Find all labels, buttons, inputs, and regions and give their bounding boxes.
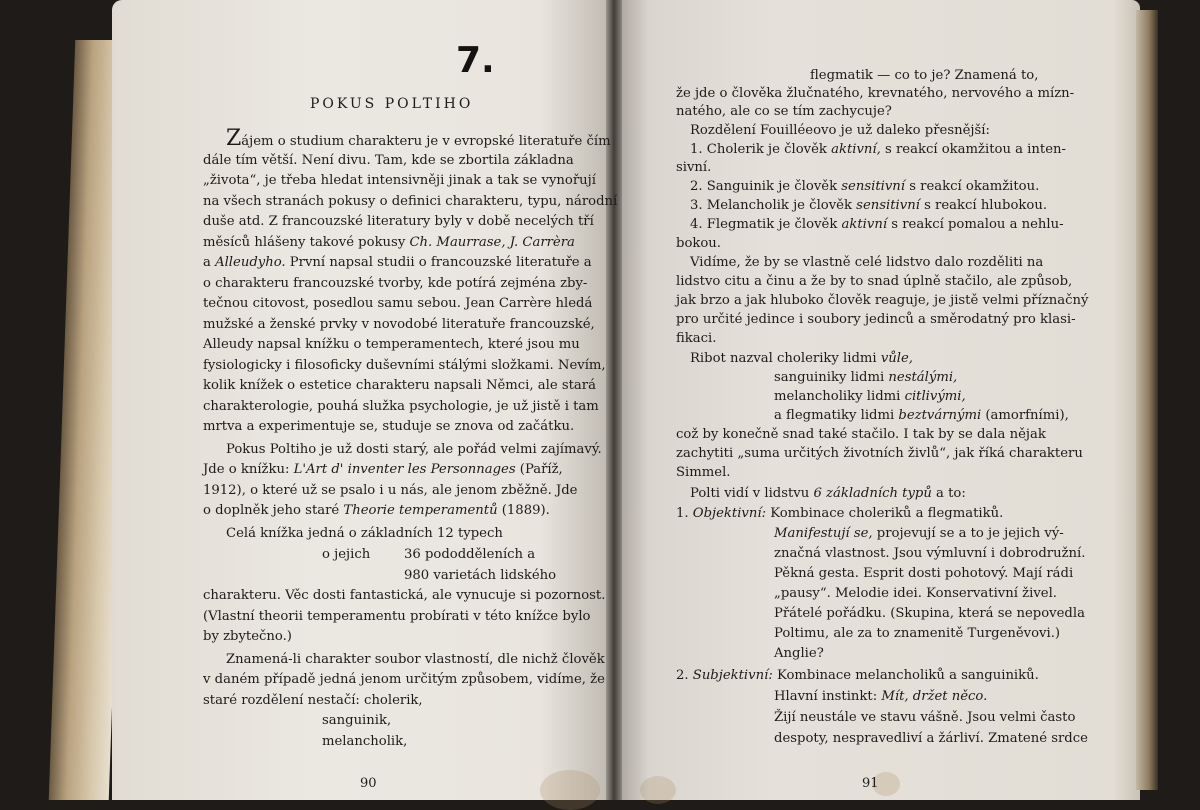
text-line: Hlavní instinkt: Mít, držet něco. <box>774 689 988 704</box>
text-line: 36 pododděleních a <box>404 547 536 562</box>
text-line: Pěkná gesta. Esprit dosti pohotový. Mají rádi <box>774 566 1074 581</box>
text-line: v daném případě jedná jenom určitým způsobem, vidíme, že <box>203 672 605 687</box>
text-line: o charakteru francouzské tvorby, kde potírá zejména zby- <box>203 276 588 291</box>
text-line: Rozdělení Fouilléeovo je už daleko přesnější: <box>690 123 990 138</box>
page-number-right: 91 <box>862 776 879 791</box>
text-line: „života“, je třeba hledat intensivněji jinak a tak se vynořují <box>203 173 596 188</box>
text-line: duše atd. Z francouzské literatury byly v době necelých tří <box>203 214 594 229</box>
text-line: Poltimu, ale za to znamenitě Turgeněvovi.) <box>774 626 1061 641</box>
text-line: Celá knížka jedná o základních 12 typech <box>226 526 503 541</box>
text-line: o jejich <box>322 547 371 562</box>
text-line: sanguiniky lidmi nestálými, <box>774 370 958 385</box>
text-line: Žijí neustále ve stavu vášně. Jsou velmi často <box>774 710 1076 725</box>
text-line: 1. Objektivní: Kombinace choleriků a flegmatiků. <box>676 506 1004 521</box>
text-line: Simmel. <box>676 465 731 480</box>
text-line: značná vlastnost. Jsou výmluvní i dobrodružní. <box>774 546 1086 561</box>
text-line: despoty, nespravedliví a žárliví. Zmatené srdce <box>774 731 1088 746</box>
book-gutter <box>606 0 622 800</box>
text-line: „pausy“. Melodie idei. Konservativní živel. <box>774 586 1057 601</box>
text-line: sanguinik, <box>322 713 392 728</box>
text-line: 2. Sanguinik je člověk sensitivní s reakcí okamžitou. <box>690 179 1040 194</box>
text-line: dále tím větší. Není divu. Tam, kde se zbortila základna <box>203 153 574 168</box>
text-line: mrtva a experimentuje se, studuje se znova od začátku. <box>203 419 575 434</box>
text-line: mužské a ženské prvky v novodobé literatuře francouzské, <box>203 317 595 332</box>
page-stain <box>540 770 600 810</box>
text-line: lidstvo citu a činu a že by to snad úplně stačilo, ale způsob, <box>676 274 1073 289</box>
text-line: tečnou citovost, posedlou samu sebou. Jean Carrère hledá <box>203 296 593 311</box>
text-line: o doplněk jeho staré Theorie temperamentů (1889). <box>203 503 550 518</box>
text-line: Znamená-li charakter soubor vlastností, dle nichž člověk <box>226 652 605 667</box>
text-line: Zájem o studium charakteru je v evropské literatuře čím <box>226 126 611 151</box>
text-line: natého, ale co se tím zachycuje? <box>676 104 892 119</box>
text-line: bokou. <box>676 236 721 251</box>
text-line: zachytiti „suma určitých životních živlů“, jak říká charakteru <box>676 446 1083 461</box>
text-line: melancholik, <box>322 734 408 749</box>
text-line: kolik knížek o estetice charakteru napsali Němci, ale stará <box>203 378 596 393</box>
text-line: fikaci. <box>676 331 717 346</box>
text-line: Vidíme, že by se vlastně celé lidstvo dalo rozděliti na <box>690 255 1044 270</box>
page-number-left: 90 <box>360 776 377 791</box>
text-line: Manifestují se, projevují se a to je jejich vý- <box>774 526 1064 541</box>
text-line: Anglie? <box>774 646 824 661</box>
text-line: na všech stranách pokusy o definici charakteru, typu, národní <box>203 194 618 209</box>
text-line: a Alleudyho. První napsal studii o francouzské literatuře a <box>203 255 592 270</box>
text-line: Přátelé pořádku. (Skupina, která se nepovedla <box>774 606 1085 621</box>
text-line: že jde o člověka žlučnatého, krevnatého, nervového a mízn- <box>676 86 1075 101</box>
text-line: sivní. <box>676 160 712 175</box>
text-line: 3. Melancholik je člověk sensitivní s reakcí hlubokou. <box>690 198 1048 213</box>
text-line: Jde o knížku: L'Art d' inventer les Personnages (Paříž, <box>203 462 563 477</box>
text-line: 1912), o které už se psalo i u nás, ale jenom zběžně. Jde <box>203 483 578 498</box>
text-line: Alleudy napsal knížku o temperamentech, které jsou mu <box>203 337 580 352</box>
text-line: pro určité jedince i soubory jedinců a směrodatný pro klasi- <box>676 312 1076 327</box>
chapter-title: POKUS POLTIHO <box>310 96 474 112</box>
text-line: flegmatik — co to je? Znamená to, <box>810 68 1039 83</box>
text-line: Pokus Poltiho je už dosti starý, ale pořád velmi zajímavý. <box>226 442 602 457</box>
text-line: staré rozdělení nestačí: cholerik, <box>203 693 423 708</box>
text-line: by zbytečno.) <box>203 629 292 644</box>
text-line: což by konečně snad také stačilo. I tak by se dala nějak <box>676 427 1046 442</box>
text-line: Polti vidí v lidstvu 6 základních typů a to: <box>690 486 966 501</box>
text-line: fysiologicky i filosoficky duševními stálými složkami. Nevím, <box>203 358 606 373</box>
drop-cap: Z <box>226 126 242 151</box>
text-line: 2. Subjektivní: Kombinace melancholiků a sanguiniků. <box>676 668 1039 683</box>
right-page-edges <box>1136 10 1158 790</box>
text-line: charakterologie, pouhá služka psychologie, je už jistě i tam <box>203 399 599 414</box>
text-line: měsíců hlášeny takové pokusy Ch. Maurrase, J. Carrèra <box>203 235 575 250</box>
text-line: 4. Flegmatik je člověk aktivní s reakcí pomalou a nehlu- <box>690 217 1064 232</box>
chapter-number: 7. <box>456 40 495 81</box>
text-line: Ribot nazval choleriky lidmi vůle, <box>690 351 914 366</box>
text-line: 980 varietách lidského <box>404 568 557 583</box>
text-line: (Vlastní theorii temperamentu probírati v této knížce bylo <box>203 609 591 624</box>
text-line: jak brzo a jak hluboko člověk reaguje, je jistě velmi příznačný <box>676 293 1089 308</box>
text-line: melancholiky lidmi citlivými, <box>774 389 966 404</box>
text-line: charakteru. Věc dosti fantastická, ale vynucuje si pozornost. <box>203 588 606 603</box>
text-line: 1. Cholerik je člověk aktivní, s reakcí okamžitou a inten- <box>690 142 1066 157</box>
text-line: a flegmatiky lidmi beztvárnými (amorfními), <box>774 408 1069 423</box>
